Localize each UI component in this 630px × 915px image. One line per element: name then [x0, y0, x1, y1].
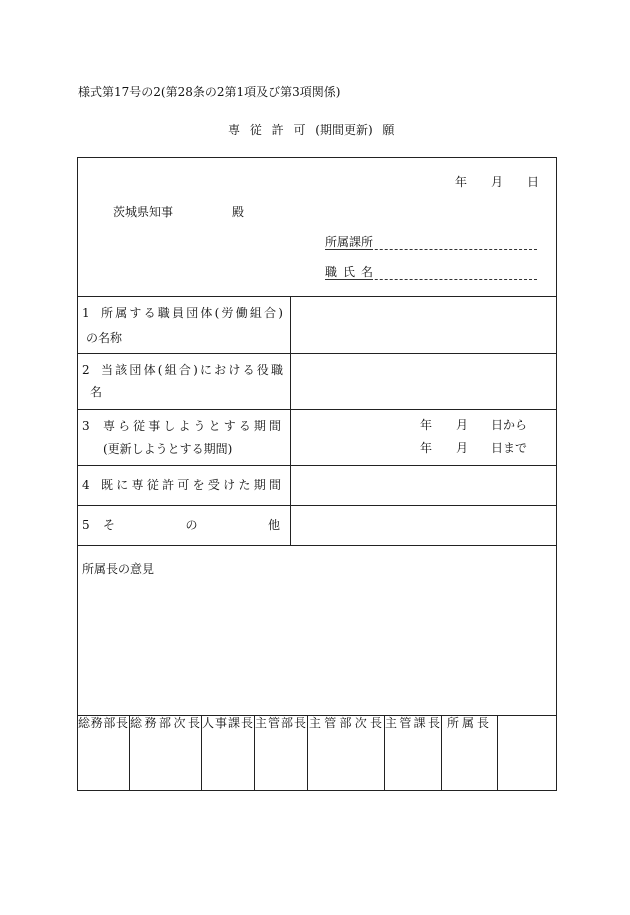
approval-title: 主管課長 — [385, 716, 440, 730]
approval-title: 主管部長 — [255, 716, 306, 730]
item-label-continued: の名称 — [86, 331, 123, 345]
approval-title: 所属長 — [447, 716, 489, 730]
item-label-continued: 名 — [90, 385, 103, 399]
period-from-day-label: 日から — [491, 418, 528, 432]
item-label: その他 — [103, 518, 280, 532]
item-value-cell — [291, 297, 556, 353]
table-rule — [307, 715, 308, 790]
period-from-month-label: 月 — [456, 418, 469, 432]
period-to-month-label: 月 — [456, 441, 469, 455]
affiliation-label: 所属課所 — [325, 235, 373, 249]
name-label: 職氏名 — [325, 265, 373, 279]
item-number: 2 — [82, 363, 90, 377]
affiliation-field — [325, 235, 537, 250]
opinion-label: 所属長の意見 — [82, 562, 155, 576]
item-label: 所属する職員団体(労働組合) — [101, 306, 283, 320]
date-month-label: 月 — [491, 175, 504, 189]
item-value-cell — [291, 466, 556, 505]
period-to-year-label: 年 — [420, 441, 433, 455]
period-from-year-label: 年 — [420, 418, 433, 432]
addressee: 茨城県知事 — [113, 205, 174, 219]
item-value-cell — [291, 506, 556, 545]
form-number: 様式第17号の2(第28条の2第1項及び第3項関係) — [78, 85, 341, 99]
item-number: 3 — [82, 419, 90, 433]
approval-cell-blank — [498, 716, 556, 790]
item-label-continued: (更新しようとする期間) — [103, 442, 233, 456]
approval-title: 総務部長 — [78, 716, 128, 730]
honorific: 殿 — [232, 205, 245, 219]
item-value-cell — [291, 354, 556, 409]
approval-title: 人事課長 — [202, 716, 253, 730]
document-title: 専 従 許 可 (期間更新) 願 — [228, 123, 395, 137]
item-number: 1 — [82, 306, 90, 320]
period-to-day-label: 日まで — [491, 441, 528, 455]
item-number: 4 — [82, 478, 90, 492]
date-day-label: 日 — [527, 175, 540, 189]
approval-title: 主管部次長 — [309, 716, 382, 730]
item-label: 既に専従許可を受けた期間 — [101, 478, 281, 492]
approval-title: 総務部次長 — [130, 716, 200, 730]
item-number: 5 — [82, 518, 90, 532]
item-label: 専ら従事しようとする期間 — [103, 419, 281, 433]
date-year-label: 年 — [455, 175, 468, 189]
table-rule — [441, 715, 442, 790]
name-field — [325, 265, 537, 280]
item-label: 当該団体(組合)における役職 — [101, 363, 283, 377]
